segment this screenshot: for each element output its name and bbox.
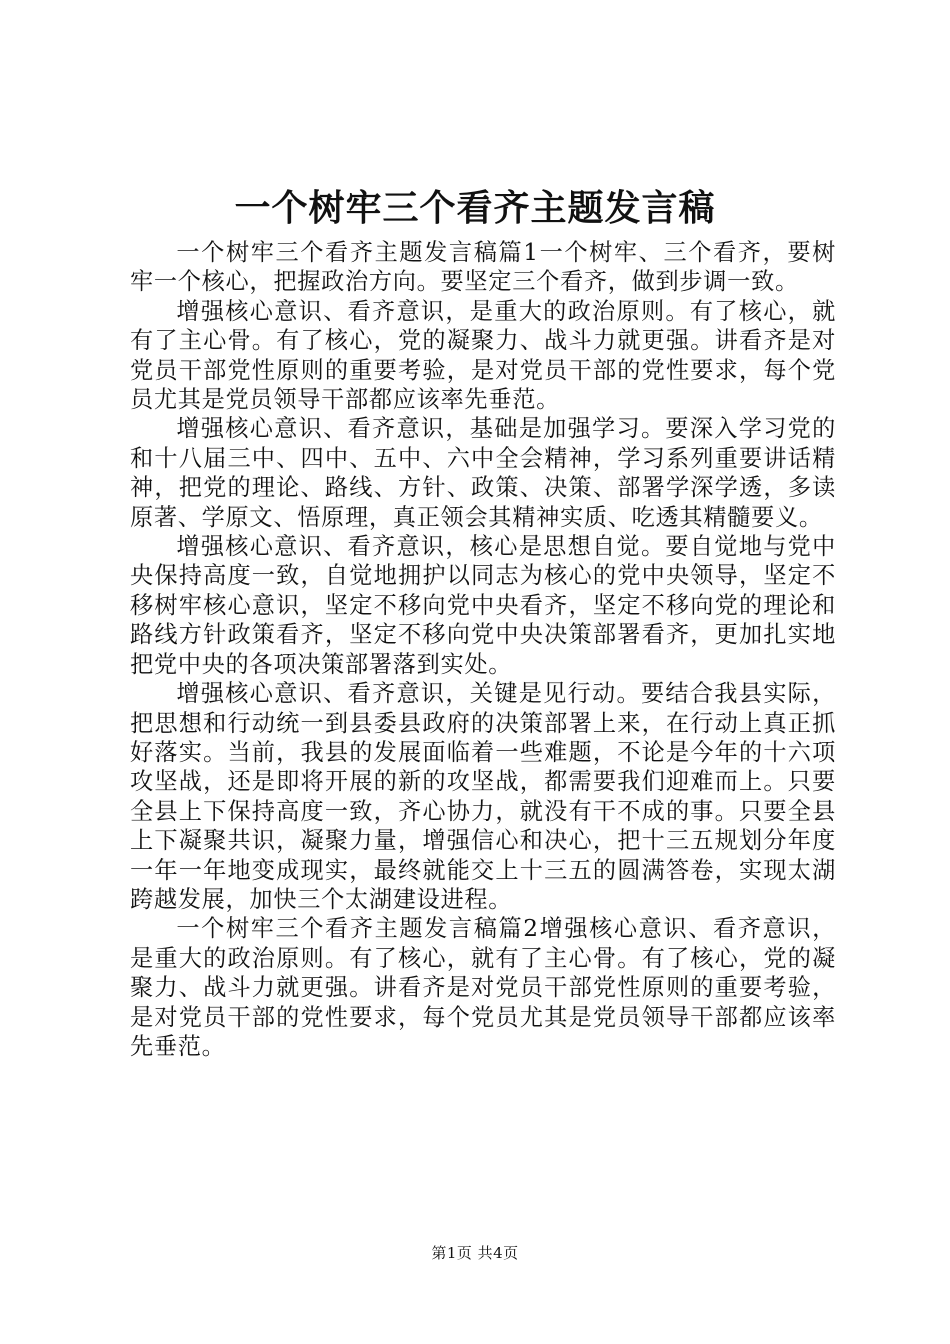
- paragraph-5: 增强核心意识、看齐意识，关键是见行动。要结合我县实际，把思想和行动统一到县委县政府的决策部署上来，在行动上真正抓好落实。当前，我县的发展面临着一些难题，不论是今年的十六项攻坚战，还是即将开展的新的攻坚战，都需要我们迎难而上。只要全县上下保持高度一致，齐心协力，就没有干不成的事。只要全县上下凝聚共识，凝聚力量，增强信心和决心，把十三五规划分年度一年一年地变成现实，最终就能交上十三五的圆满答卷，实现太湖跨越发展，加快三个太湖建设进程。: [130, 680, 836, 913]
- document-title: 一个树牢三个看齐主题发言稿: [234, 187, 716, 229]
- paragraph-6: 一个树牢三个看齐主题发言稿篇2增强核心意识、看齐意识，是重大的政治原则。有了核心，就有了主心骨。有了核心，党的凝聚力、战斗力就更强。讲看齐是对党员干部党性原则的重要考验，是对党员干部的党性要求，每个党员尤其是党员领导干部都应该率先垂范。: [130, 915, 836, 1060]
- paragraph-1: 一个树牢三个看齐主题发言稿篇1一个树牢、三个看齐，要树牢一个核心，把握政治方向。要坚定三个看齐，做到步调一致。: [130, 239, 836, 296]
- page-number-footer: 第1页 共4页: [431, 1244, 519, 1262]
- paragraph-3: 增强核心意识、看齐意识，基础是加强学习。要深入学习党的和十八届三中、四中、五中、六中全会精神，学习系列重要讲话精神，把党的理论、路线、方针、政策、决策、部署学深学透，多读原著、学原文、悟原理，真正领会其精神实质、吃透其精髓要义。: [130, 415, 836, 531]
- paragraph-4: 增强核心意识、看齐意识，核心是思想自觉。要自觉地与党中央保持高度一致，自觉地拥护以同志为核心的党中央领导，坚定不移树牢核心意识，坚定不移向党中央看齐，坚定不移向党的理论和路线方针政策看齐，坚定不移向党中央决策部署看齐，更加扎实地把党中央的各项决策部署落到实处。: [130, 533, 836, 678]
- paragraph-2: 增强核心意识、看齐意识，是重大的政治原则。有了核心，就有了主心骨。有了核心，党的凝聚力、战斗力就更强。讲看齐是对党员干部党性原则的重要考验，是对党员干部的党性要求，每个党员尤其是党员领导干部都应该率先垂范。: [130, 297, 836, 414]
- document-body: [130, 238, 836, 1061]
